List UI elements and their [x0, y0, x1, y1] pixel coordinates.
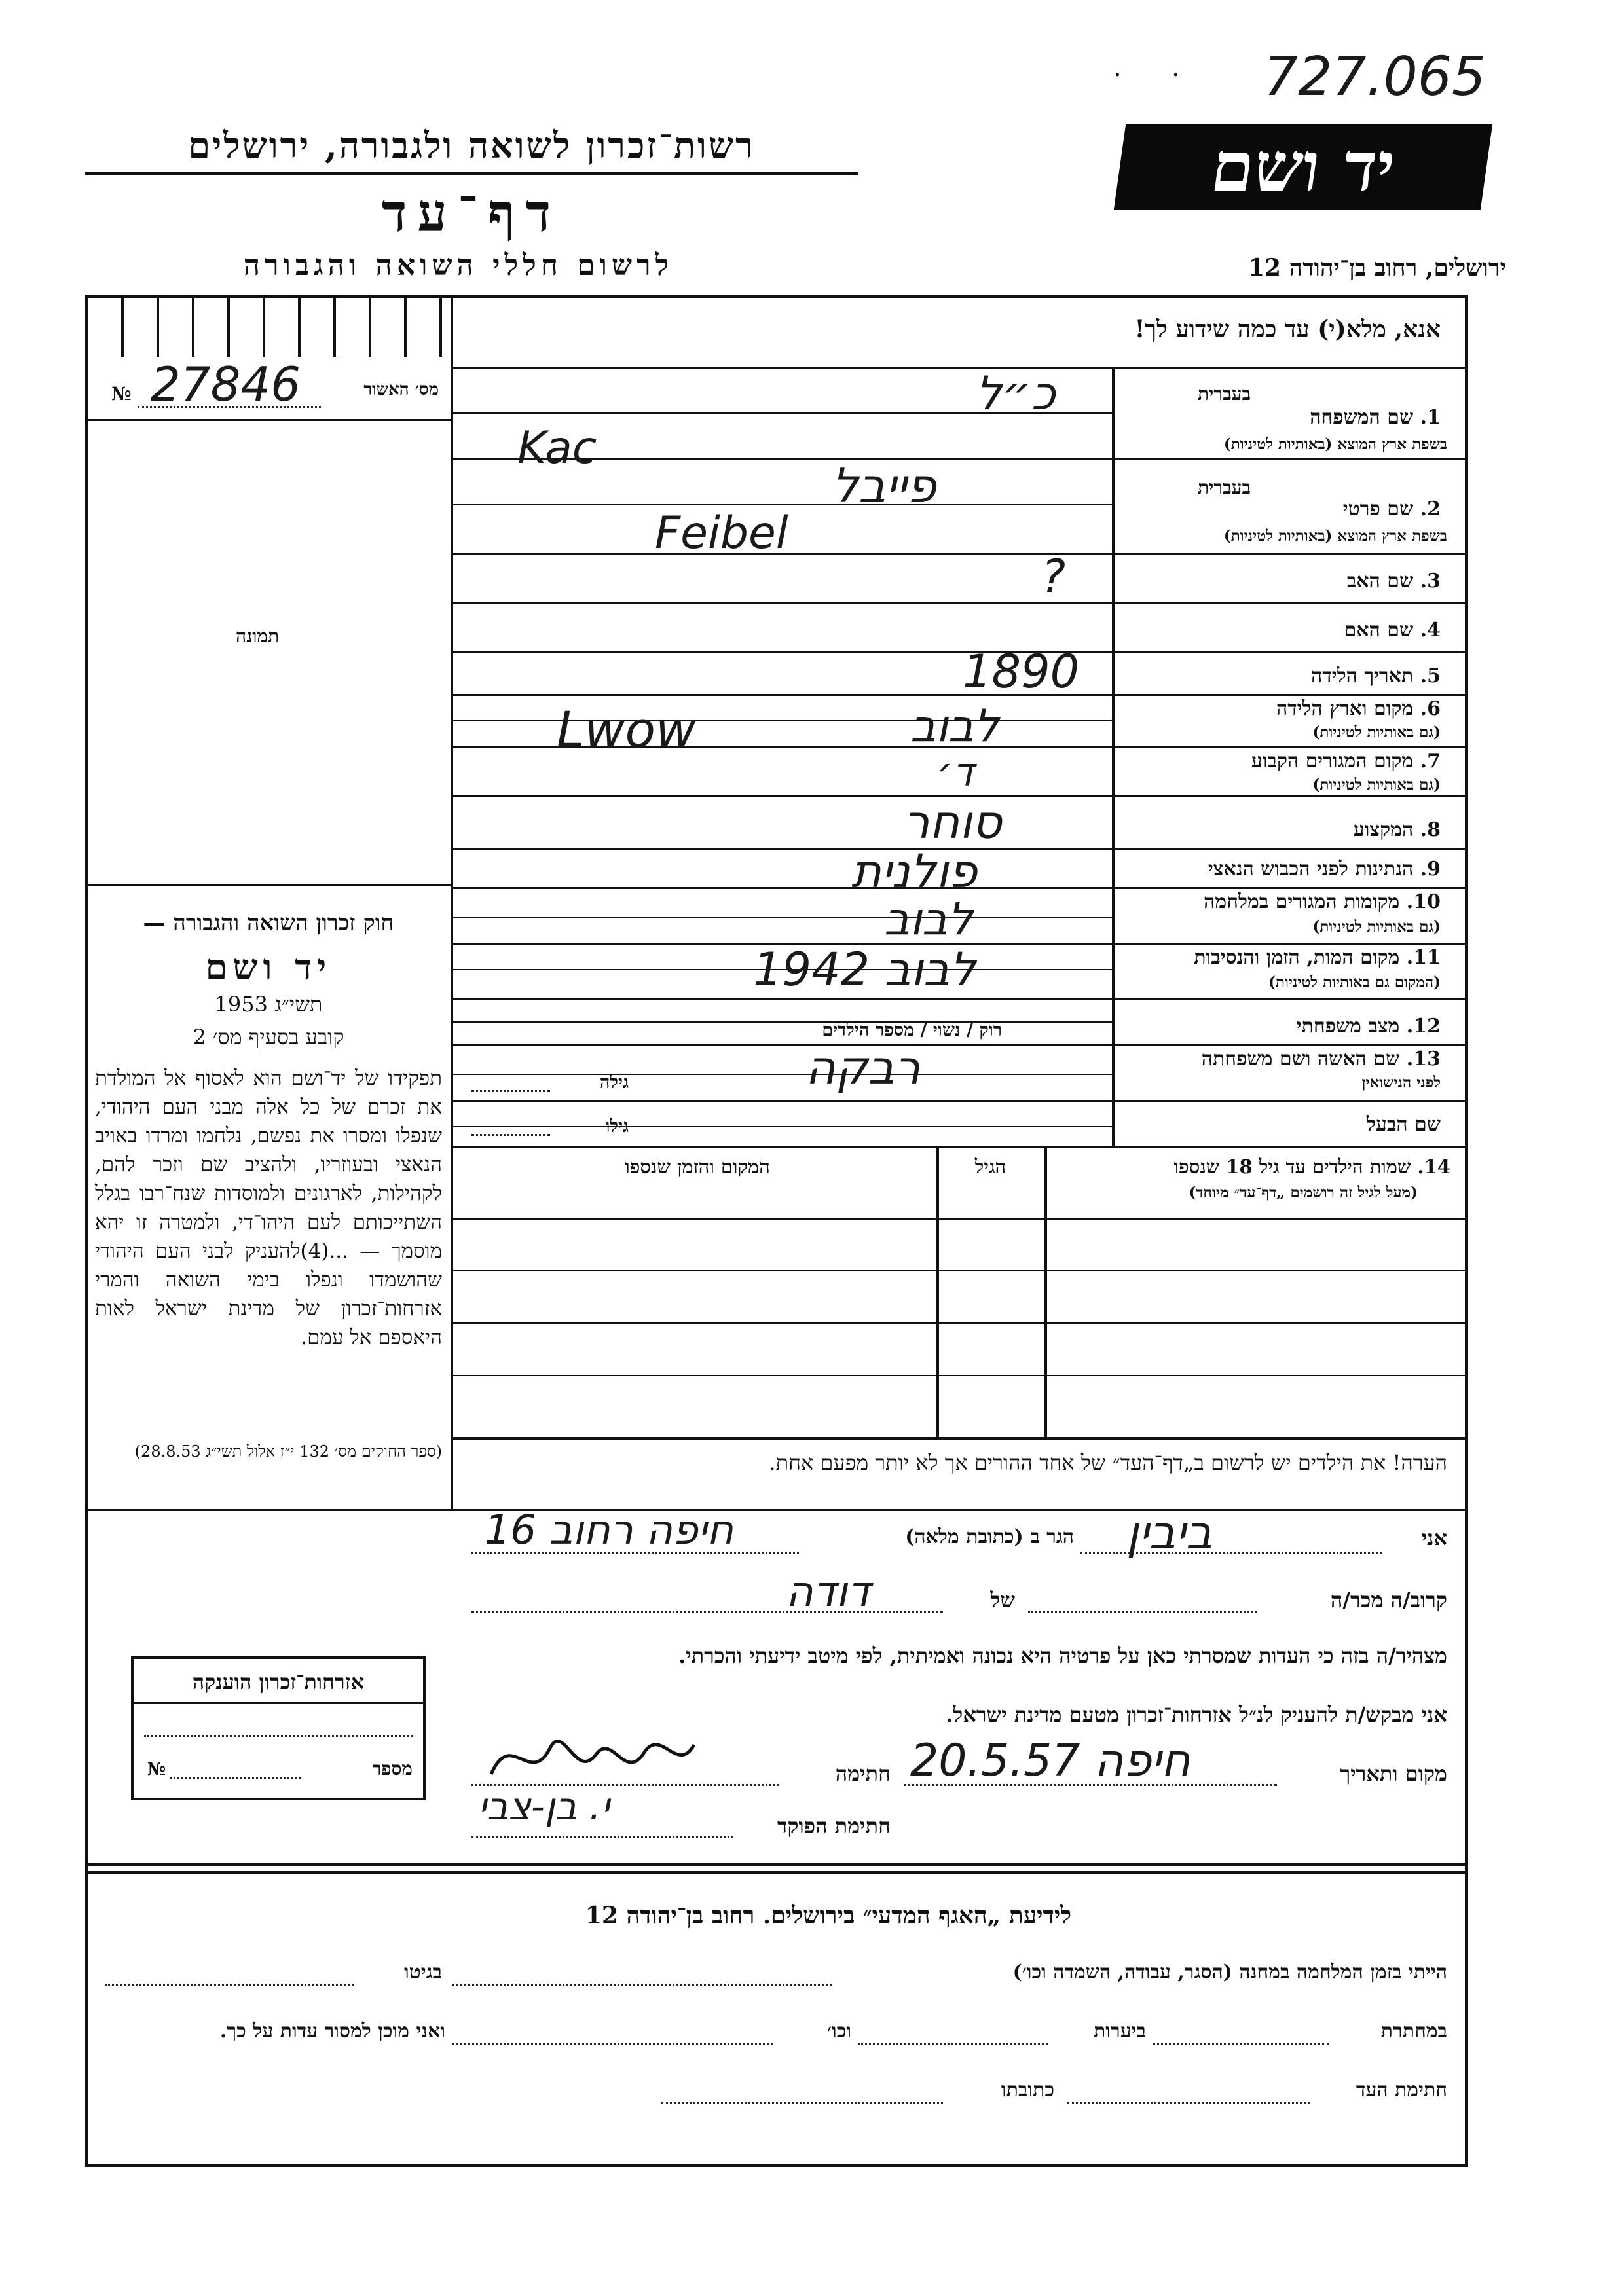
field-5-label: 5. תאריך הלידה [1311, 665, 1441, 687]
photo-top-rule [88, 419, 451, 421]
field-2-latin-value: Feibel [655, 507, 788, 559]
field-1-latin-value: Kac [517, 422, 597, 474]
declaration-address-value: חיפה רחוב 16 [485, 1506, 734, 1554]
label-column-divider [1112, 367, 1115, 1146]
row-rule [453, 651, 1468, 653]
declaration-text: מצהיר/ה בזה כי העדות שמסרתי כאן על פרטיה היא נכונה ואמיתית, לפי מיטב ידיעתי והכרתי. [678, 1643, 1447, 1668]
wife-age-line [471, 1090, 550, 1092]
officer-value: י. בן-צבי [478, 1784, 610, 1829]
children-sub: (מעל לגיל זה רושמים „דף־עד״ מיוחד) [1189, 1184, 1418, 1201]
husband-age-line [471, 1134, 550, 1136]
field-2-sub: בשפת ארץ המוצא (באותיות לטיניות) [1223, 527, 1447, 545]
etc-line [452, 2043, 773, 2045]
children-col-divider [936, 1146, 939, 1437]
field-1-sub: בשפת ארץ המוצא (באותיות לטיניות) [1223, 435, 1447, 453]
in-ghetto-label: בגיטו [403, 1961, 442, 1984]
field-1-hebrew-value: כ״ל [976, 367, 1056, 420]
ghetto-line [105, 1984, 354, 1986]
citizenship-no-sign: № [147, 1760, 166, 1779]
registration-line [138, 406, 321, 408]
children-col-divider [1044, 1146, 1047, 1437]
bottom-rule-2 [88, 1871, 1465, 1874]
field-6-hebrew-value: לבוב [910, 701, 999, 752]
field-11-value: לבוב 1942 [753, 943, 976, 996]
declaration-address-line [471, 1552, 799, 1554]
field-11-label: 11. מקום המות, הזמן והנסיבות [1194, 946, 1441, 969]
etc-label: וכו׳ [827, 2020, 851, 2043]
field-5-value: 1890 [963, 645, 1080, 699]
subrow-rule [453, 917, 1112, 918]
subrow-rule [453, 1126, 1112, 1127]
bottom-rule-1 [88, 1863, 1465, 1866]
photo-bottom-rule [88, 884, 451, 886]
yad-vashem-logo: יד ושם [1114, 124, 1492, 210]
fields-top-rule [453, 367, 1468, 369]
subrow-rule [453, 504, 1112, 505]
camp-line [452, 1984, 832, 1986]
field-7-value: ד׳ [936, 750, 974, 795]
declaration-i-value: ביבין [1126, 1506, 1213, 1559]
left-column-divider [451, 298, 453, 1509]
children-place-header: המקום והזמן שנספו [625, 1156, 770, 1178]
row-rule [453, 602, 1468, 604]
children-row-rule [453, 1322, 1468, 1324]
field-3-label: 3. שם האב [1346, 570, 1441, 592]
field-10-sub: (גם באותיות לטיניות) [1312, 918, 1441, 936]
citizenship-line [144, 1735, 413, 1737]
field-3-value: ? [1041, 550, 1066, 604]
citizenship-number-label: מספר [372, 1758, 413, 1779]
field-10-label: 10. מקומות המגורים במלחמה [1204, 890, 1441, 913]
citizenship-number-line [170, 1777, 301, 1779]
subrow-rule [453, 720, 1112, 721]
children-bottom-rule [453, 1437, 1468, 1440]
row-rule [453, 458, 1468, 460]
in-hiding-label: במחתרת [1380, 2020, 1447, 2043]
of-label: של [990, 1588, 1015, 1613]
of-line [471, 1611, 943, 1613]
declaration-address-label: הגר ב (כתובת מלאה) [905, 1525, 1074, 1548]
hiding-line [1153, 2043, 1329, 2045]
witness-sig-line [1067, 2102, 1310, 2104]
forests-label: ביערות [1093, 2020, 1146, 2043]
row-rule [453, 1146, 1468, 1148]
row-rule [453, 553, 1468, 555]
relative-value: דודה [786, 1568, 871, 1616]
witness-address-label: כתובתו [1001, 2079, 1054, 2102]
field-2-hebrew-value: פייבל [832, 458, 936, 513]
field-13-label: 13. שם האשה ושם משפחתה [1201, 1048, 1441, 1070]
forests-line [858, 2043, 1048, 2045]
signature-label: חתימה [835, 1761, 891, 1786]
field-2-label: 2. שם פרטי [1342, 498, 1441, 520]
field-7-label: 7. מקום המגורים הקבוע [1251, 750, 1441, 773]
law-name: יד ושם [205, 946, 332, 988]
registration-no-sign: № [111, 383, 132, 405]
row-rule [453, 1044, 1468, 1046]
request-text: אני מבקש/ת להעניק לנ״ל אזרחות־זכרון מטעם מדינת ישראל. [946, 1702, 1447, 1727]
children-age-header: הגיל [974, 1156, 1006, 1178]
relative-line [1028, 1611, 1257, 1613]
registration-ticks [88, 298, 451, 357]
field-7-sub: (גם באותיות לטיניות) [1312, 776, 1441, 793]
field-9-value: פולנית [851, 845, 978, 898]
archive-mark: · · [1113, 60, 1180, 90]
children-row-rule [453, 1375, 1468, 1376]
field-6-sub: (גם באותיות לטיניות) [1312, 723, 1441, 741]
law-year: תשי״ג 1953 [214, 992, 323, 1017]
law-source: (ספר החוקים מס׳ 132 י״ז אלול תשי״ג 28.8.53) [134, 1442, 442, 1461]
authority-name: רשות־זכרון לשואה ולגבורה, ירושלים [188, 124, 755, 166]
archive-number: 727.065 [1264, 46, 1486, 108]
wife-age-label: גילה [599, 1072, 629, 1093]
witness-address-line [661, 2102, 943, 2104]
note-text: הערה! את הילדים יש לרשום ב„דף־העד״ של אחד ההורים אך לא יותר מפעם אחת. [769, 1450, 1447, 1475]
declaration-i-label: אני [1421, 1525, 1447, 1550]
field-13-sub: לפני הנישואין [1361, 1074, 1441, 1091]
husband-label: שם הבעל [1366, 1113, 1441, 1136]
intro-text: אנא, מלא(י) עד כמה שידוע לך! [1134, 316, 1441, 343]
children-label: 14. שמות הילדים עד גיל 18 שנספו [1173, 1156, 1450, 1178]
officer-label: חתימת הפוקד [777, 1813, 891, 1838]
field-12-label: 12. מצב משפחתי [1296, 1015, 1441, 1038]
field-1-label: 1. שם המשפחה [1310, 406, 1441, 429]
photo-label: תמונה [236, 625, 280, 647]
row-rule [453, 1100, 1468, 1102]
row-rule [453, 694, 1468, 696]
witness-sig-label: חתימת העד [1356, 2079, 1447, 2102]
field-13-value: רבקה [805, 1041, 921, 1095]
field-6-label: 6. מקום וארץ הלידה [1276, 697, 1441, 720]
field-9-label: 9. הנתינות לפני הכבוש הנאצי [1208, 858, 1441, 881]
field-8-label: 8. המקצוע [1353, 818, 1441, 841]
relative-label: קרוב/ה מכר/ה [1330, 1588, 1447, 1613]
field-11-sub: (המקום גם באותיות לטיניות) [1268, 974, 1441, 991]
hebrew-marker-1: בעברית [1197, 383, 1251, 405]
registration-label: מס׳ האשור [363, 380, 439, 399]
place-date-line [904, 1784, 1277, 1786]
marital-options: רוק / נשוי / מספר הילדים [822, 1020, 1002, 1040]
bottom-title: לידיעת „האגף המדעי״ בירושלים. רחוב בן־יהודה 12 [585, 1902, 1072, 1929]
place-date-label: מקום ותאריך [1340, 1761, 1447, 1786]
row-rule [453, 998, 1468, 1000]
registration-value: 27846 [151, 357, 301, 412]
address-header: ירושלים, רחוב בן־יהודה 12 [1247, 254, 1506, 282]
field-10-value: לבוב [884, 894, 973, 945]
ready-label: ואני מוכן למסור עדות על כך. [219, 2020, 445, 2043]
citizenship-title: אזרחות־זכרון הוענקה [192, 1669, 365, 1694]
officer-line [471, 1836, 733, 1838]
bottom-line1: הייתי בזמן המלחמה במחנה (הסגר, עבודה, השמדה וכו׳) [1012, 1961, 1447, 1984]
children-row-rule [453, 1218, 1468, 1220]
subrow-rule [453, 1074, 1112, 1075]
field-8-value: סוחר [904, 795, 1002, 849]
law-title: חוק זכרון השואה והגבורה — [143, 910, 394, 936]
form-subtitle: לרשום חללי השואה והגבורה [243, 249, 674, 282]
declaration-i-line [1080, 1552, 1382, 1554]
place-date-value: חיפה 20.5.57 [910, 1735, 1190, 1787]
law-body: תפקידו של יד־ושם הוא לאסוף אל המולדת את זכרם של כל אלה מבני העם היהודי, שנפלו ומסרו את נפשם, נלחמו ומרדו באויב הנאצי ובעוזריו, ולהציב שם וזכר להם, לקהילות, לארגונים ולמוסדות שנח־רבו בגלל השתייכותם לעם היהו־די, ולמטרה זו יהא מוסמך — ...(4)להעניק לבני העם היהודי שהושמדו ונפלו בימי השואה והמרי אזרחות־זכרון של מדינת ישראל לאות היאספם אל עמם. [95, 1066, 442, 1349]
form-title: דף־עד [381, 182, 562, 244]
field-6-latin-value: Lwow [557, 701, 697, 759]
law-clause: קובע בסעיף מס׳ 2 [193, 1025, 344, 1049]
note-bottom-rule [88, 1509, 1465, 1511]
header-rule [85, 172, 858, 175]
field-4-label: 4. שם האם [1344, 619, 1441, 642]
husband-age-label: גילו [605, 1116, 629, 1137]
children-row-rule [453, 1270, 1468, 1271]
citizenship-rule [131, 1702, 426, 1704]
hebrew-marker-2: בעברית [1197, 477, 1251, 498]
